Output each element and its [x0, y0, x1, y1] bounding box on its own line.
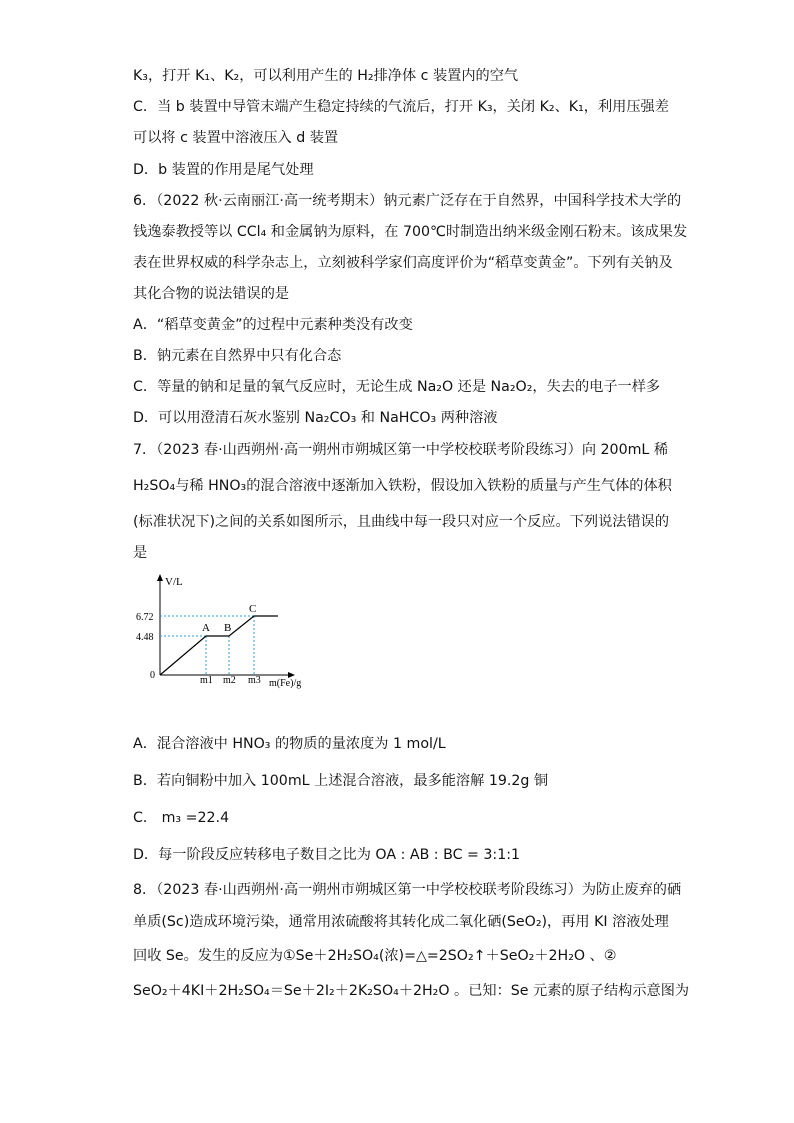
text-line: 8．（2023 春·山西朔州·高一朔州市朔城区第一中学校校联考阶段练习）为防止废弃的硒 [133, 882, 682, 898]
y-axis-arrow [157, 574, 163, 581]
x-tick-m3: m3 [248, 675, 261, 686]
text-line: 其化合物的说法错误的是 [133, 286, 290, 302]
x-axis-label: m(Fe)/g [269, 678, 302, 689]
gas-volume-chart [136, 572, 323, 692]
text-line: C．等量的钠和足量的氧气反应时，无论生成 Na₂O 还是 Na₂O₂，失去的电子一样多 [133, 379, 661, 395]
volume-curve [160, 616, 278, 675]
text-line: 7．（2023 春·山西朔州·高一朔州市朔城区第一中学校校联考阶段练习）向 200mL 稀 [133, 442, 669, 458]
text-line: D．可以用澄清石灰水鉴别 Na₂CO₃ 和 NaHCO₃ 两种溶液 [133, 410, 498, 426]
text-line: 6．（2022 秋·云南丽江·高一统考期末）钠元素广泛存在于自然界，中国科学技术大学的 [133, 193, 682, 209]
text-line: SeO₂＋4KI＋2H₂SO₄＝Se＋2I₂＋2K₂SO₄＋2H₂O 。已知：Se 元素的原子结构示意图为 [133, 983, 690, 999]
text-line: A．“稻草变黄金”的过程中元素种类没有改变 [133, 317, 413, 333]
y-tick-672: 6.72 [136, 612, 154, 623]
point-b: B [224, 622, 232, 634]
text-line: H₂SO₄与稀 HNO₃的混合溶液中逐渐加入铁粉，假设加入铁粉的质量与产生气体的体积 [133, 478, 672, 494]
text-line: 钱逸泰教授等以 CCl₄ 和金属钠为原料，在 700℃时制造出纳米级金刚石粉末。该成果发 [133, 224, 688, 240]
text-line: D．b 装置的作用是尾气处理 [133, 162, 314, 178]
text-line: 是 [133, 545, 148, 561]
text-line: 回收 Se。发生的反应为①Se＋2H₂SO₄(浓)=△=2SO₂↑＋SeO₂＋2H₂O 、② [133, 948, 617, 964]
origin-label: 0 [150, 670, 155, 681]
text-line: A．混合溶液中 HNO₃ 的物质的量浓度为 1 mol/L [133, 736, 446, 752]
text-line: 表在世界权威的科学杂志上，立刻被科学家们高度评价为“稻草变黄金”。下列有关钠及 [133, 255, 673, 271]
text-line: D．每一阶段反应转移电子数目之比为 OA : AB : BC = 3:1:1 [133, 847, 521, 863]
text-line: C．当 b 装置中导管末端产生稳定持续的气流后，打开 K₃，关闭 K₂、K₁，利用压强差 [133, 99, 669, 115]
x-tick-m1: m1 [200, 675, 213, 686]
text-line: 单质(Sc)造成环境污染，通常用浓硫酸将其转化成二氧化硒(SeO₂)，再用 KI 溶液处理 [133, 914, 669, 930]
x-tick-m2: m2 [223, 675, 236, 686]
text-line: B．若向铜粉中加入 100mL 上述混合溶液，最多能溶解 19.2g 铜 [133, 773, 549, 789]
y-axis-label: V/L [165, 576, 183, 588]
y-tick-448: 4.48 [136, 632, 154, 643]
point-a: A [202, 622, 210, 634]
text-line: C． m₃ =22.4 [133, 810, 230, 826]
text-line: K₃，打开 K₁、K₂，可以利用产生的 H₂排净体 c 装置内的空气 [133, 68, 519, 84]
text-line: (标准状况下)之间的关系如图所示，且曲线中每一段只对应一个反应。下列说法错误的 [133, 514, 670, 530]
point-c: C [249, 603, 257, 615]
text-line: 可以将 c 装置中溶液压入 d 装置 [133, 130, 339, 146]
text-line: B．钠元素在自然界中只有化合态 [133, 348, 342, 364]
